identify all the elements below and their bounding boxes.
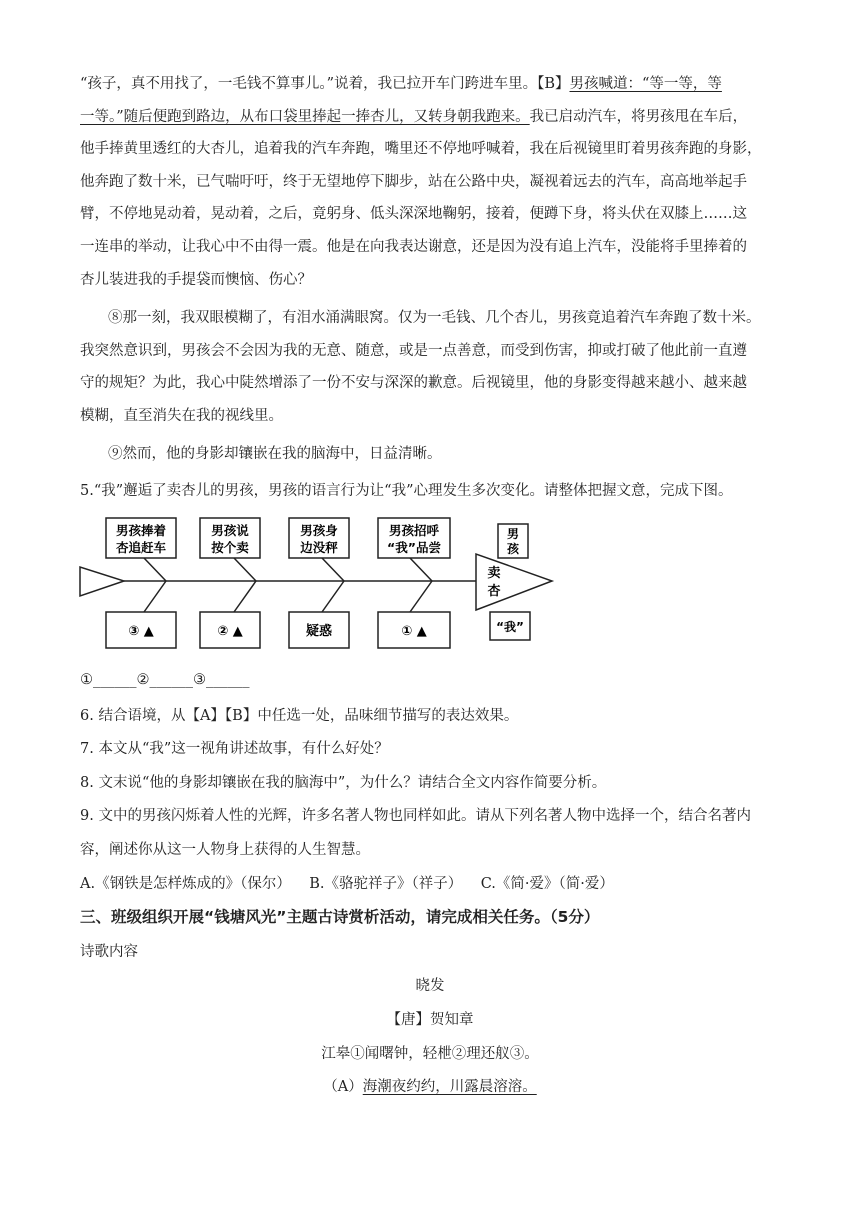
bottom-box-2-text: ② ▲ bbox=[217, 624, 243, 639]
question-5: 5.“我”邂逅了卖杏儿的男孩，男孩的语言行为让“我”心理发生多次变化。请整体把握文意，完成下图。 bbox=[80, 483, 733, 499]
head-center-label-1: 卖 bbox=[487, 566, 501, 581]
passage-line: ⑧那一刻，我双眼模糊了，有泪水涌满眼窝。仅为一毛钱、几个杏儿，男孩竟追着汽车奔跑了数十米。 bbox=[108, 310, 761, 326]
top-box-1-line1: 男孩捧着 bbox=[115, 523, 167, 538]
rib-top-3 bbox=[322, 558, 344, 581]
passage-line: “孩子，真不用找了，一毛钱不算事儿。”说着，我已拉开车门跨进车里。【B】男孩喊道：“等一等，等 bbox=[80, 76, 722, 92]
passage-line: 守的规矩？为此，我心中陡然增添了一份不安与深深的歉意。后视镜里，他的身影变得越来越小、越来越 bbox=[80, 375, 747, 392]
passage-line: 一连串的举动，让我心中不由得一震。他是在向我表达谢意，还是因为没有追上汽车，没能将手里捧着的 bbox=[80, 238, 747, 255]
top-box-1-line2: 杏追赶车 bbox=[115, 540, 167, 555]
passage-line: 他奔跑了数十米，已气喘吁吁，终于无望地停下脚步，站在公路中央，凝视着远去的汽车，高高地举起手 bbox=[80, 173, 747, 190]
underlined-detail-b: 男孩喊道：“等一等，等 bbox=[569, 76, 722, 92]
bottom-box-1-text: ③ ▲ bbox=[128, 624, 154, 639]
poem-line-1: 江皋①闻曙钟，轻枻②理还舣③。 bbox=[321, 1046, 539, 1062]
rib-bottom-4 bbox=[410, 581, 432, 612]
passage-paragraph-9 bbox=[80, 438, 785, 471]
rib-top-1 bbox=[144, 558, 166, 581]
passage-line: 我突然意识到，男孩会不会因为我的无意、随意，或是一点善意，而受到伤害，抑或打破了他此前一直遵 bbox=[80, 342, 747, 359]
head-top-label-1: 男 bbox=[506, 527, 520, 541]
question-9-line1: 9. 文中的男孩闪烁着人性的光辉，许多名著人物也同样如此。请从下列名著人物中选择一个，结合名著内 bbox=[80, 808, 751, 824]
top-box-3-line2: 边没秤 bbox=[300, 540, 338, 555]
rib-bottom-3 bbox=[322, 581, 344, 612]
underlined-detail-b: 一等。”随后便跑到路边，从布口袋里捧起一捧杏儿，又转身朝我跑来。 bbox=[80, 108, 530, 125]
rib-bottom-1 bbox=[144, 581, 166, 612]
bottom-box-4-text: ① ▲ bbox=[401, 624, 427, 639]
rib-top-4 bbox=[410, 558, 432, 581]
passage-line: 杏儿装进我的手提袋而懊恼、伤心？ bbox=[80, 271, 312, 288]
passage-line: 模糊，直至消失在我的视线里。 bbox=[80, 407, 283, 424]
poem-line-2-marker: （A） bbox=[323, 1079, 363, 1095]
passage-line: 臂，不停地晃动着，晃动着，之后，竟躬身、低头深深地鞠躬，接着，便蹲下身，将头伏在双膝上……这 bbox=[80, 206, 747, 223]
fish-tail bbox=[80, 567, 124, 596]
top-box-4-line2: “我”品尝 bbox=[387, 540, 441, 555]
section-3-title: 三、班级组织开展“钱塘风光”主题古诗赏析活动，请完成相关任务。（5分） bbox=[80, 908, 600, 926]
top-box-4-line1: 男孩招呼 bbox=[388, 523, 440, 538]
question-7: 7. 本文从“我”这一视角讲述故事，有什么好处？ bbox=[80, 741, 389, 757]
poem-line-2-underlined: 海潮夜约约，川露晨溶溶。 bbox=[362, 1079, 537, 1095]
poem-line-2 bbox=[0, 1075, 860, 1096]
passage-line: ⑨然而，他的身影却镶嵌在我的脑海中，日益清晰。 bbox=[108, 446, 442, 462]
head-center-label-2: 杏 bbox=[487, 584, 501, 599]
top-box-2-line1: 男孩说 bbox=[211, 523, 249, 538]
head-top-label-2: 孩 bbox=[506, 542, 520, 556]
bottom-box-3-text: 疑惑 bbox=[305, 624, 333, 639]
question-9-options: A.《钢铁是怎样炼成的》（保尔） B.《骆驼祥子》（祥子） C.《简·爱》（简·爱） bbox=[80, 876, 614, 892]
top-box-3-line1: 男孩身 bbox=[300, 523, 338, 538]
passage-line: 他手捧黄里透红的大杏儿，追着我的汽车奔跑，嘴里还不停地呼喊着，我在后视镜里盯着男孩奔跑的身影， bbox=[80, 141, 762, 158]
head-bottom-label: “我” bbox=[496, 620, 524, 634]
question-5-blanks: ①______②______③______ bbox=[80, 672, 250, 688]
fish-head bbox=[476, 554, 552, 610]
passage-paragraph-8 bbox=[80, 302, 785, 432]
question-8: 8. 文末说“他的身影却镶嵌在我的脑海中”，为什么？请结合全文内容作简要分析。 bbox=[80, 775, 607, 791]
section-3-subheading: 诗歌内容 bbox=[80, 944, 138, 960]
passage-line: 一等。”随后便跑到路边，从布口袋里捧起一捧杏儿，又转身朝我跑来。我已启动汽车，将男孩甩在车后， bbox=[80, 108, 748, 125]
poem-title: 晓发 bbox=[415, 978, 445, 994]
passage-paragraph-7 bbox=[80, 68, 785, 296]
rib-bottom-2 bbox=[234, 581, 256, 612]
top-box-2-line2: 按个卖 bbox=[211, 540, 249, 555]
rib-top-2 bbox=[234, 558, 256, 581]
fishbone-diagram bbox=[76, 514, 566, 654]
poem-author: 【唐】贺知章 bbox=[386, 1012, 474, 1028]
question-6: 6. 结合语境，从【A】【B】中任选一处，品味细节描写的表达效果。 bbox=[80, 708, 519, 724]
question-9-line2: 容，阐述你从这一人物身上获得的人生智慧。 bbox=[80, 842, 370, 858]
